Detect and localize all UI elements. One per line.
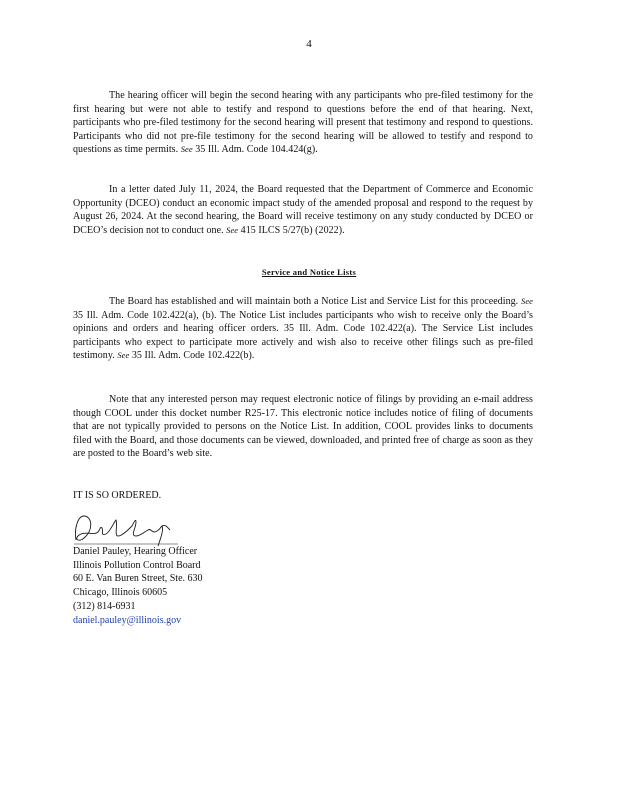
section-heading	[0, 267, 618, 277]
address-line-2: Chicago, Illinois 60605	[73, 587, 168, 599]
paragraph-text: Note that any interested person may request electronic notice of filings by providing an e-mail address though COOL under this docket number R25-17. This electronic notice includes notice of filing of documents that are not typically provided to persons on the Notice List. In addition, COOL provides links to documents filed with the Board, and those documents can be viewed, downloaded, and printed free of charge as soon as they are posted to the Board’s web site.	[73, 394, 533, 460]
address-line-1: 60 E. Van Buren Street, Ste. 630	[73, 573, 203, 585]
paragraph-electronic-notice	[73, 393, 533, 461]
page-number: 4	[306, 38, 312, 50]
citation-text: 35 Ill. Adm. Code 102.422(b).	[129, 350, 255, 362]
signer-organization: Illinois Pollution Control Board	[73, 559, 201, 571]
citation-signal: See	[117, 350, 130, 361]
paragraph-dceo-study	[73, 183, 533, 237]
section-heading-text: Service and Notice Lists	[261, 267, 357, 277]
citation-text: 35 Ill. Adm. Code 104.424(g).	[192, 144, 318, 156]
paragraph-text: The hearing officer will begin the second hearing with any participants who pre-filed testimony for the first hearing but were not able to testify and respond to questions before the end of that hearing. Next, participants who pre-filed testimony for the second hearing will present that testimony and respond to questions. Participants who did not pre-file testimony for the second hearing will be allowed to testify and respond to questions as time permits.	[73, 90, 533, 156]
closing-order: IT IS SO ORDERED.	[73, 490, 162, 501]
paragraph-text: In a letter dated July 11, 2024, the Board requested that the Department of Commerce and Economic Opportunity (DCEO) conduct an economic impact study of the amended proposal and respond to the request by August 26, 2024. At the second hearing, the Board will receive testimony on any study conducted by DCEO or DCEO’s decision not to conduct one.	[73, 184, 533, 236]
paragraph-notice-service-lists	[73, 295, 533, 363]
handwritten-signature	[70, 510, 180, 548]
paragraph-text: 35 Ill. Adm. Code 102.422(a), (b). The Notice List includes participants who wish to receive only the Board’s opinions and orders and hearing officer orders. 35 Ill. Adm. Code 102.422(a). The Service List includes participants who expect to participate more actively and wish also to receive other filings such as pre-filed testimony.	[73, 309, 533, 362]
signature-block	[73, 545, 203, 627]
citation-signal: See	[226, 224, 239, 235]
citation-signal: See	[521, 296, 533, 306]
citation-text: 415 ILCS 5/27(b) (2022).	[238, 224, 345, 236]
phone-number: (312) 814-6931	[73, 600, 136, 612]
paragraph-text: The Board has established and will maintain both a Notice List and Service List for this proceeding.	[109, 296, 522, 307]
email-link[interactable]: daniel.pauley@illinois.gov	[73, 614, 182, 626]
citation-signal: See	[180, 144, 193, 155]
signer-name-title: Daniel Pauley, Hearing Officer	[73, 546, 198, 557]
paragraph-second-hearing	[73, 89, 533, 157]
